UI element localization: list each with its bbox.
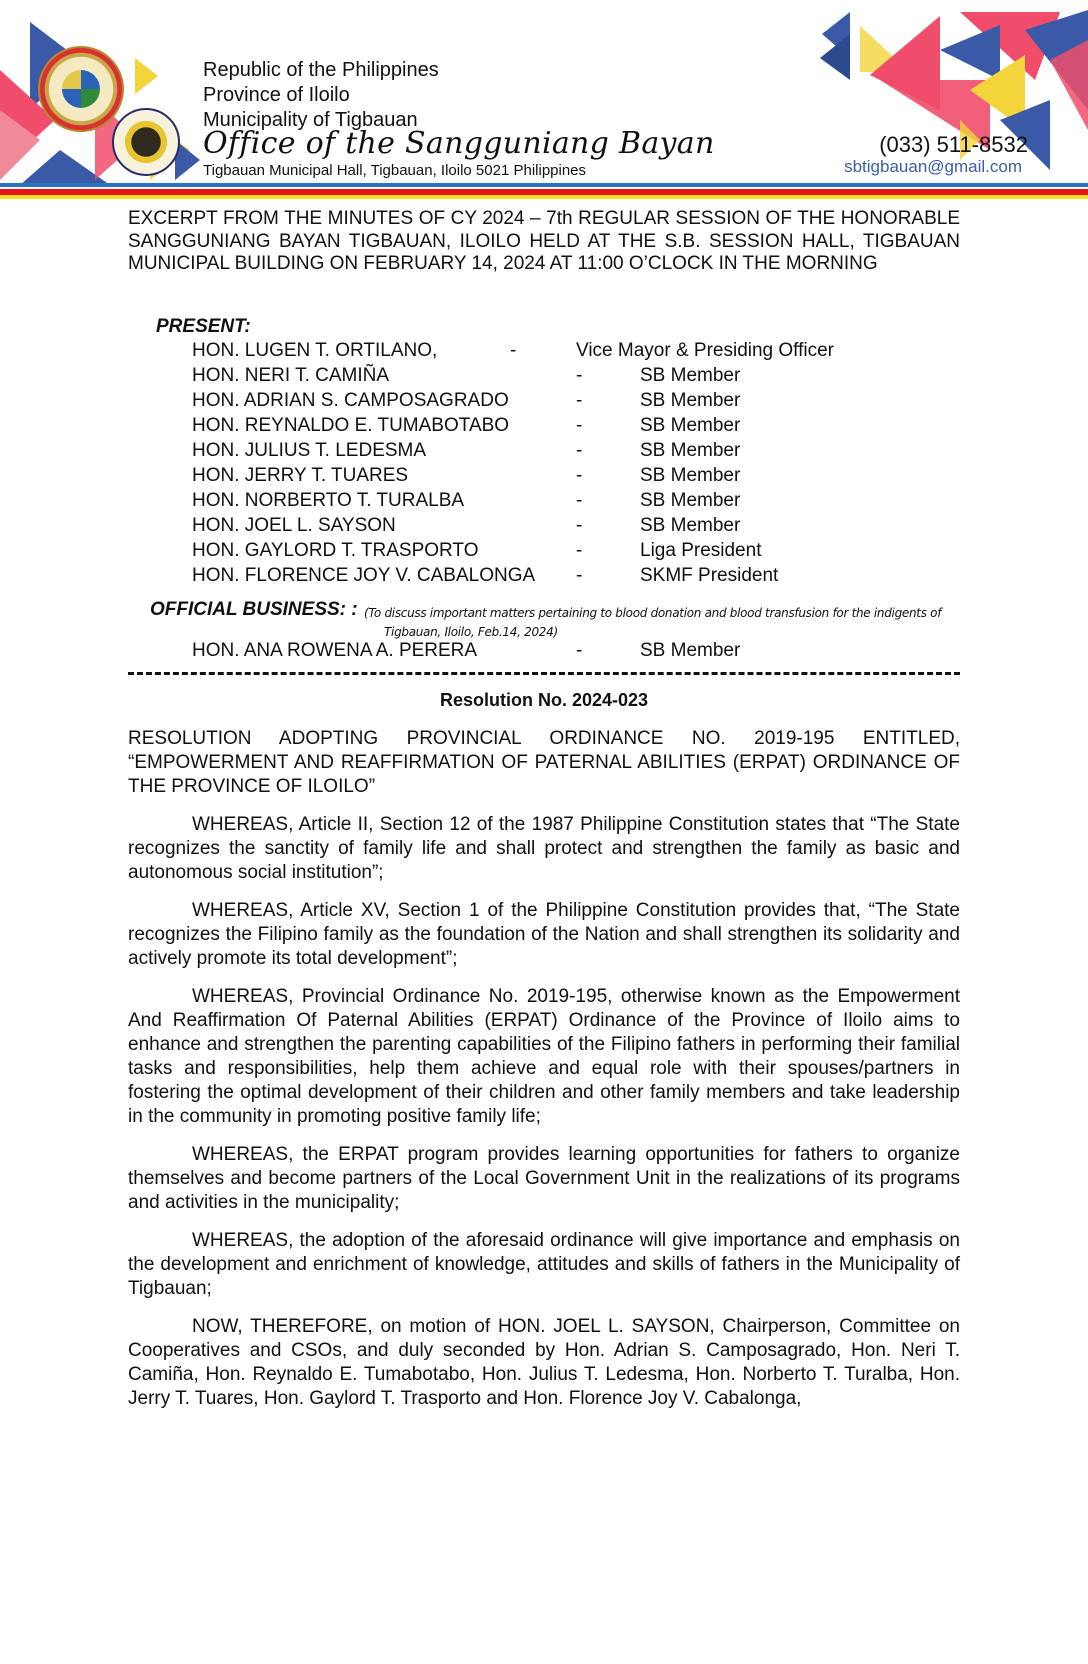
office-phone: (033) 511-8532	[879, 132, 1028, 157]
whereas-paragraph: WHEREAS, Article XV, Section 1 of the Philippine Constitution provides that, “The State recognizes the Filipino family as the foundation of the Nation and shall strengthen its solidarity and actively promote its total development”;	[128, 900, 960, 969]
header-stripe-yellow	[0, 195, 1088, 199]
official-business-note	[364, 604, 954, 642]
member-role: SB Member	[640, 415, 741, 436]
separator-dash: -	[576, 390, 583, 411]
roster-row	[192, 340, 952, 365]
member-role: SB Member	[640, 515, 741, 536]
dashed-divider	[128, 672, 960, 675]
member-role: SB Member	[640, 440, 741, 461]
roster-row	[192, 465, 952, 490]
municipality-seal-icon	[38, 46, 124, 132]
whereas-paragraph: WHEREAS, the ERPAT program provides learning opportunities for fathers to organize themselves and become partners of the Local Government Unit in the realizations of its programs and activities in the municipality;	[128, 1144, 960, 1213]
member-role: SB Member	[640, 465, 741, 486]
member-name: HON. GAYLORD T. TRASPORTO	[192, 540, 479, 561]
member-name: HON. ANA ROWENA A. PERERA	[192, 640, 478, 661]
member-name: HON. REYNALDO E. TUMABOTABO	[192, 415, 510, 436]
member-role: SB Member	[640, 640, 741, 661]
separator-dash: -	[576, 640, 583, 661]
member-name: HON. ADRIAN S. CAMPOSAGRADO	[192, 390, 509, 411]
member-name: HON. JULIUS T. LEDESMA	[192, 440, 427, 461]
member-role: SB Member	[640, 490, 741, 511]
whereas-paragraph: WHEREAS, Article II, Section 12 of the 1987 Philippine Constitution states that “The State recognizes the sanctity of family life and shall protect and strengthen the family as basic and autonomous social institution”;	[128, 814, 960, 883]
separator-dash: -	[576, 440, 583, 461]
member-name: HON. NERI T. CAMIÑA	[192, 365, 390, 386]
resolution-number: Resolution No. 2024-023	[439, 690, 649, 710]
letterhead-republic: Republic of the Philippines	[203, 59, 439, 81]
member-role: SKMF President	[640, 565, 779, 586]
whereas-paragraph: WHEREAS, Provincial Ordinance No. 2019-195, otherwise known as the Empowerment And Reaffirmation Of Paternal Abilities (ERPAT) Ordinance of the Province of Iloilo aims to enhance and strengthen the parenting capabilities of the Filipino fathers in performing their familial tasks and responsibilities, help them achieve and equal role with their spouses/partners in fostering the optimal development of their children and other family members and take leadership in the community in promoting positive family life;	[128, 986, 960, 1127]
now-therefore-paragraph: NOW, THEREFORE, on motion of HON. JOEL L. SAYSON, Chairperson, Committee on Cooperatives and CSOs, and duly seconded by Hon. Adrian S. Camposagrado, Hon. Neri T. Camiña, Hon. Reynaldo E. Tumabotabo, Hon. Julius T. Ledesma, Hon. Norberto T. Turalba, Hon. Jerry T. Tuares, Hon. Gaylord T. Trasporto and Hon. Florence Joy V. Cabalonga,	[128, 1316, 960, 1409]
member-role: SB Member	[640, 390, 741, 411]
resolution-body	[128, 727, 960, 1425]
separator-dash: -	[576, 415, 583, 436]
roster-row	[192, 540, 952, 565]
official-business-note-line2: Tigbauan, Iloilo, Feb.14, 2024)	[384, 625, 558, 639]
member-name: HON. JOEL L. SAYSON	[192, 515, 396, 536]
resolution-title: RESOLUTION ADOPTING PROVINCIAL ORDINANCE NO. 2019-195 ENTITLED, “EMPOWERMENT AND REAFFIRMATION OF PATERNAL ABILITIES (ERPAT) ORDINANCE OF THE PROVINCE OF ILOILO”	[128, 728, 960, 797]
separator-dash: -	[576, 365, 583, 386]
member-name: HON. JERRY T. TUARES	[192, 465, 409, 486]
separator-dash: -	[576, 540, 583, 561]
member-name: HON. LUGEN T. ORTILANO,	[192, 340, 438, 361]
letterhead-province: Province of Iloilo	[203, 84, 350, 106]
header-stripe-blue	[0, 183, 1088, 187]
roster-row	[192, 565, 952, 590]
letterhead-municipality: Municipality of Tigbauan	[203, 109, 418, 131]
official-business-note-line1: (To discuss important matters pertaining to blood donation and blood transfusion for the indigents of	[364, 606, 942, 620]
excerpt-block	[128, 208, 960, 276]
member-role: SB Member	[640, 365, 741, 386]
office-email: sbtigbauan@gmail.com	[844, 157, 1022, 176]
sangguniang-bayan-seal-icon	[112, 108, 180, 176]
separator-dash: -	[576, 490, 583, 511]
roster-row	[192, 390, 952, 415]
roster-row	[192, 515, 952, 540]
separator-dash: -	[576, 465, 583, 486]
office-title: Office of the Sangguniang Bayan	[203, 126, 715, 161]
member-role: Vice Mayor & Presiding Officer	[576, 340, 835, 361]
letterhead	[0, 0, 1088, 200]
attendance-roster	[192, 340, 952, 590]
roster-row	[192, 365, 952, 390]
member-name: HON. FLORENCE JOY V. CABALONGA	[192, 565, 536, 586]
separator-dash: -	[510, 340, 517, 361]
roster-row	[192, 415, 952, 440]
letterhead-government-lines	[203, 58, 439, 133]
excerpt-heading: EXCERPT FROM THE MINUTES OF CY 2024 – 7th REGULAR SESSION OF THE HONORABLE SANGGUNIANG BAYAN TIGBAUAN, ILOILO HELD AT THE S.B. SESSION HALL, TIGBAUAN MUNICIPAL BUILDING ON FEBRUARY 14, 2024 AT 11:00 O’CLOCK IN THE MORNING	[128, 208, 960, 274]
whereas-paragraph: WHEREAS, the adoption of the aforesaid ordinance will give importance and emphasis on the development and enrichment of knowledge, attitudes and skills of fathers in the Municipality of Tigbauan;	[128, 1230, 960, 1299]
office-address: Tigbauan Municipal Hall, Tigbauan, Iloilo 5021 Philippines	[203, 162, 587, 179]
roster-row	[192, 440, 952, 465]
official-business-label: OFFICIAL BUSINESS: :	[150, 599, 358, 620]
official-business-member-row	[192, 640, 952, 665]
separator-dash: -	[576, 565, 583, 586]
member-name: HON. NORBERTO T. TURALBA	[192, 490, 465, 511]
member-role: Liga President	[640, 540, 762, 561]
roster-row	[192, 490, 952, 515]
present-label: PRESENT:	[156, 316, 251, 337]
separator-dash: -	[576, 515, 583, 536]
